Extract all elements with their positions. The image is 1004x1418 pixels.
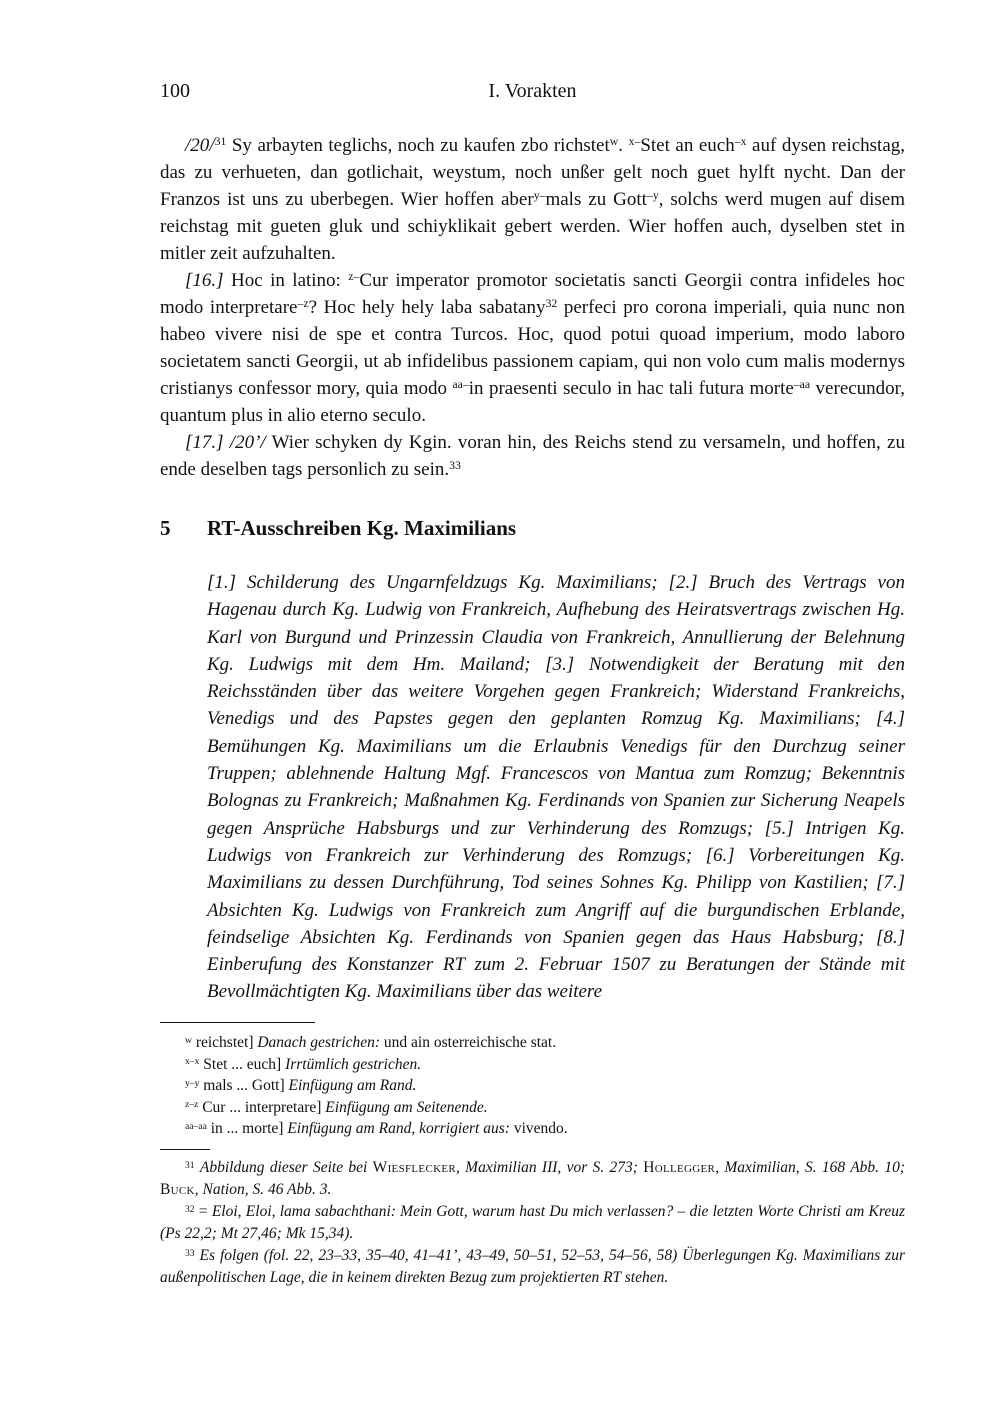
body-paragraph: [17.] /20’/ Wier schyken dy Kgin. voran hin, des Reichs stend zu versameln, und hoffen, zu ende deselben tags personlich zu sein.$^{33}$: [160, 432, 905, 480]
main-text: [160, 132, 905, 1289]
footnote: $^{33}$ Es folgen (fol. 22, 23–33, 35–40, 41–41’, 43–49, 50–51, 52–53, 54–56, 58) Überlegungen Kg. Maximilians zur außenpolitischen Lage, die in keinem direkten Bezug zum projektierten RT stehen.: [160, 1247, 905, 1287]
apparatus-note: $^{y-y}$ mals ... Gott] Einfügung am Rand.: [185, 1077, 417, 1095]
body-paragraph: /20/$^{31}$ Sy arbayten teglichs, noch zu kaufen zbo richstet$^w$. $^{x-}$Stet an euch$^{-x}$ auf dysen reichstag, das zu verhueten, dan gotlichait, weystum, noch unßer gelt noch guet hylft nycht. Dan der Franzos ist uns zu uberbegen. Wier hoffen aber$^{y-}$mals zu Gott$^{-y}$, solchs werd mugen auf disem reichstag mit gueten gluk und schiyklikait gebert werden. Wier hoffen auch, dyselben stet in mitler zeit aufzuhalten.: [160, 135, 906, 264]
body-paragraph: [16.] Hoc in latino: $^{z-}$Cur imperator promotor societatis sancti Georgii contra infideles hoc modo interpretare$^{-z}$? Hoc hely hely laba sabatany$^{32}$ perfeci pro corona imperiali, quia nunc non habeo vivere nisi de spe et contra Turcos. Hoc, quod potui quoad imperium, modo laboro societatem sancti Georgii, ut ab infidelibus passionem capiam, qui non volo cum malis modernys cristianys confessor mory, quia modo $^{aa-}$in praesenti seculo in hac tali futura morte$^{-aa}$ verecundor, quantum plus in alio eterno seculo.: [160, 270, 906, 426]
running-header: I. Vorakten: [488, 80, 577, 102]
apparatus-note: $^{aa-aa}$ in ... morte] Einfügung am Rand, korrigiert aus: vivendo.: [185, 1120, 568, 1138]
section-summary: [1.] Schilderung des Ungarnfeldzugs Kg. Maximilians; [2.] Bruch des Vertrags von Hagenau durch Kg. Ludwig von Frankreich, Aufhebung des Heiratsvertrags zwischen Hg. Karl von Burgund und Prinzessin Claudia von Frankreich, Annullierung der Belehnung Kg. Ludwigs mit dem Hm. Mailand; [3.] Notwendigkeit der Beratung mit den Reichsständen über das weitere Vorgehen gegen Frankreich; Widerstand Frankreichs, Venedigs und des Papstes gegen den geplanten Romzug Kg. Maximilians; [4.] Bemühungen Kg. Maximilians um die Erlaubnis Venedigs für den Durchzug seiner Truppen; ablehnende Haltung Mgf. Francescos von Mantua zum Romzug; Bekenntnis Bolognas zu Frankreich; Maßnahmen Kg. Ferdinands von Spanien zur Sicherung Neapels gegen Ansprüche Habsburgs und zur Verhinderung des Romzugs; [5.] Intrigen Kg. Ludwigs von Frankreich zur Verhinderung des Romzugs; [6.] Vorbereitungen Kg. Maximilians zu dessen Durchführung, Tod seines Sohnes Kg. Philipp von Kastilien; [7.] Absichten Kg. Ludwigs von Frankreich zum Angriff auf die burgundischen Erblande, feindselige Absichten Kg. Ferdinands von Spanien gegen das Haus Habsburg; [8.] Einberufung des Konstanzer RT zum 2. Februar 1507 zu Beratungen der Stände mit Bevollmächtigten Kg. Maximilians über das weitere: [207, 572, 905, 1003]
apparatus-notes: [160, 1032, 905, 1140]
page-header: [160, 80, 905, 106]
section-title: RT-Ausschreiben Kg. Maximilians: [207, 516, 517, 540]
footnote-separator-rule: [160, 1149, 210, 1151]
apparatus-note: $^{x-x}$ Stet ... euch] Irrtümlich gestrichen.: [185, 1055, 422, 1073]
section-heading: [160, 515, 905, 541]
apparatus-note: $^w$ reichstet] Danach gestrichen: und ain osterreichische stat.: [185, 1034, 557, 1052]
footnote: $^{32}$ = Eloi, Eloi, lama sabachthani: Mein Gott, warum hast Du mich verlassen? – die letzten Worte Christi am Kreuz (Ps 22,2; Mt 27,46; Mk 15,34).: [160, 1203, 906, 1243]
page-number: 100: [160, 80, 190, 102]
apparatus-note: $^{z-z}$ Cur ... interpretare] Einfügung am Seitenende.: [185, 1098, 488, 1116]
apparatus-separator-rule: [160, 1022, 315, 1024]
footnotes: [160, 1157, 905, 1289]
section-number: 5: [160, 516, 171, 540]
footnote: $^{31}$ Abbildung dieser Seite bei Wiesflecker, Maximilian III, vor S. 273; Hollegger, Maximilian, S. 168 Abb. 10; Buck, Nation, S. 46 Abb. 3.: [160, 1159, 906, 1199]
